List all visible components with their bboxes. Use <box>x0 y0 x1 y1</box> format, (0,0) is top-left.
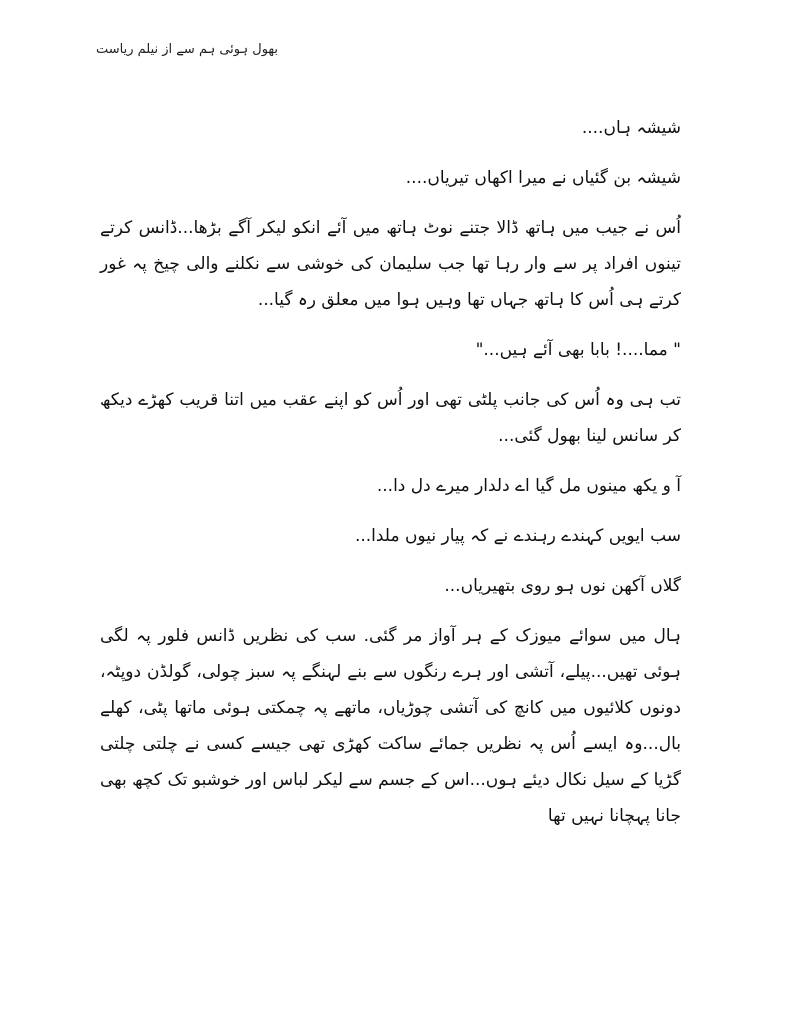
verse-line: گلاں آکھن نوں ہو روی بتھیریاں... <box>444 576 681 596</box>
paragraph: " مما....! بابا بھی آئے ہیں..." <box>475 340 681 360</box>
paragraph: شیشہ ہاں.... <box>581 118 681 138</box>
paragraph: شیشہ بن گئیاں نے میرا اکھاں تیریاں.... <box>405 168 681 188</box>
document-body <box>100 110 681 848</box>
page-header: بھول ہوئی ہم سے از نیلم ریاست <box>96 42 279 57</box>
verse-line: آ و یکھ مینوں مل گیا اے دلدار میرے دل دا... <box>376 476 681 496</box>
paragraph: اُس نے جیب میں ہاتھ ڈالا جتنے نوٹ ہاتھ میں آئے انکو لیکر آگے بڑھا...ڈانس کرتے تینوں افراد پر سے وار رہا تھا جب سلیمان کی خوشی سے نکلنے والی چیخ پہ غور کرتے ہی اُس کا ہاتھ جہاں تھا وہیں ہوا میں معلق رہ گیا... <box>100 218 681 310</box>
paragraph: تب ہی وہ اُس کی جانب پلٹی تھی اور اُس کو اپنے عقب میں اتنا قریب کھڑے دیکھ کر سانس لینا بھول گئی... <box>100 390 681 446</box>
verse-line: سب ایویں کہندے رہندے نے کہ پیار نیوں ملدا... <box>354 526 681 546</box>
paragraph: ہال میں سوائے میوزک کے ہر آواز مر گئی. سب کی نظریں ڈانس فلور پہ لگی ہوئی تھیں...پیلے، آتشی اور ہرے رنگوں سے بنے لہنگے پہ سبز چولی، گولڈن دوپٹہ، دونوں کلائیوں میں کانچ کی آتشی چوڑیاں، ماتھے پہ چمکتی ہوئی ماتھا پٹی، کھلے بال...وہ ایسے اُس پہ نظریں جمائے ساکت کھڑی تھی جیسے کسی نے چلتی چلتی گڑیا کے سیل نکال دیئے ہوں...اس کے جسم سے لیکر لباس اور خوشبو تک کچھ بھی جانا پہچانا نہیں تھا <box>100 626 681 826</box>
